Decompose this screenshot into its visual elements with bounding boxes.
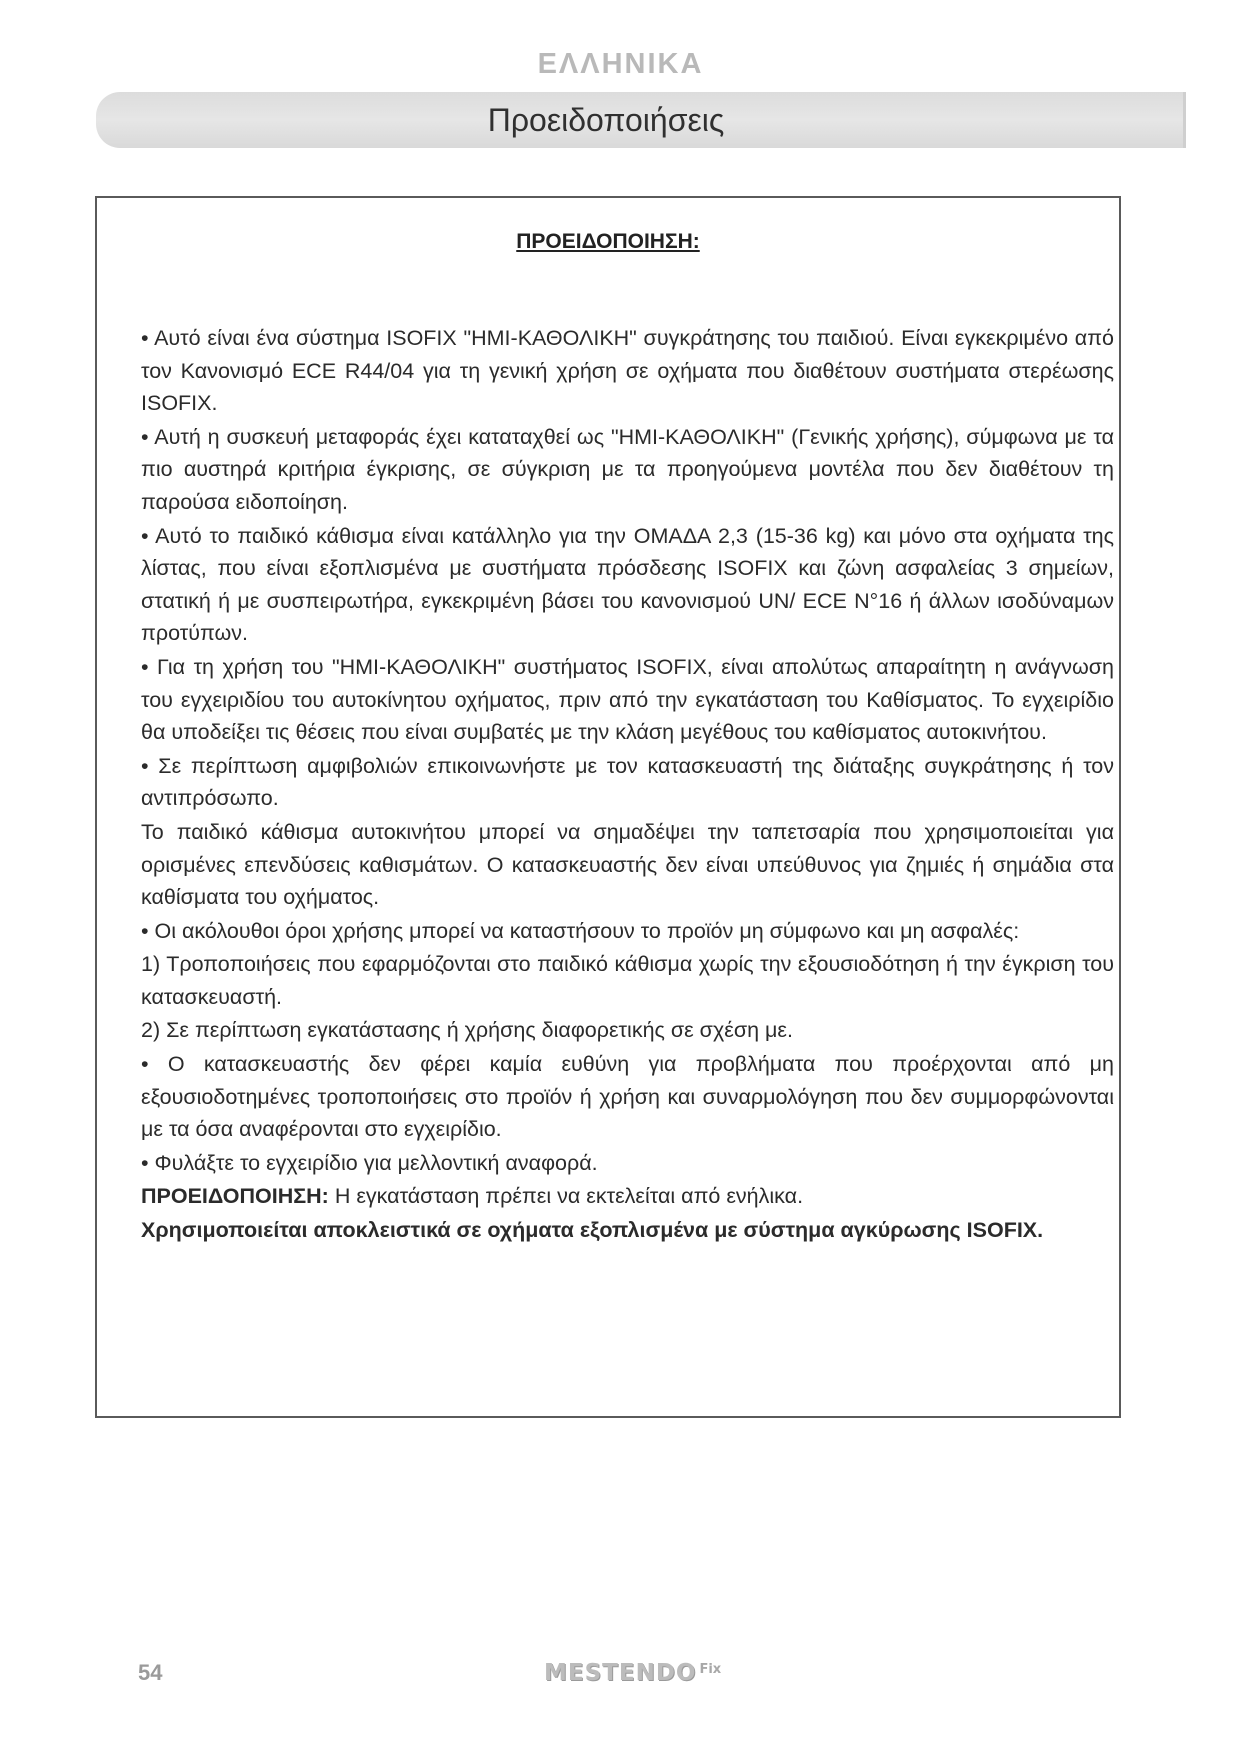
warning-paragraph: 2) Σε περίπτωση εγκατάστασης ή χρήσης διαφορετικής σε σχέση με.	[141, 1018, 793, 1043]
warning-paragraph: • Φυλάξτε το εγχειρίδιο για μελλοντική αναφορά.	[141, 1150, 598, 1175]
warning-paragraph: • Σε περίπτωση αμφιβολιών επικοινωνήστε με τον κατασκευαστή της διάταξης συγκράτησης ή τον αντιπρόσωπο.	[141, 753, 1114, 811]
warning-heading: ΠΡΟΕΙΔΟΠΟΙΗΣΗ:	[516, 230, 700, 253]
final-warning-label: ΠΡΟΕΙΔΟΠΟΙΗΣΗ:	[141, 1184, 329, 1209]
warning-box	[95, 196, 1121, 1418]
isofix-notice: Χρησιμοποιείται αποκλειστικά σε οχήματα εξοπλισμένα με σύστημα αγκύρωσης ISOFIX.	[141, 1218, 1044, 1243]
brand-logo-main: MESTENDO	[544, 1660, 697, 1686]
brand-logo-sub: Fix	[699, 1662, 722, 1677]
section-banner	[96, 92, 1186, 148]
section-title: Προειδοποιήσεις	[487, 102, 725, 138]
warning-paragraph: • Για τη χρήση του "ΗΜΙ-ΚΑΘΟΛΙΚΗ" συστήματος ISOFIX, είναι απολύτως απαραίτητη η ανάγνωση του εγχειριδίου του αυτοκίνητου οχήματος, πριν από την εγκατάσταση του Καθίσματος. Το εγχειρίδιο θα υποδείξει τις θέσεις που είναι συμβατές με την κλάση μεγέθους του καθίσματος αυτοκινήτου.	[141, 654, 1114, 745]
final-warning	[141, 1180, 1114, 1213]
page-number: 54	[138, 1660, 163, 1685]
warning-body	[141, 322, 1114, 1248]
warning-paragraph: • Οι ακόλουθοι όροι χρήσης μπορεί να καταστήσουν το προϊόν μη σύμφωνο και μη ασφαλές:	[141, 918, 1020, 943]
warning-paragraph: 1) Τροποποιήσεις που εφαρμόζονται στο παιδικό κάθισμα χωρίς την εξουσιοδότηση ή την έγκριση του κατασκευαστή.	[141, 952, 1114, 1009]
warning-paragraph: • Αυτό το παιδικό κάθισμα είναι κατάλληλο για την ΟΜΑΔΑ 2,3 (15-36 kg) και μόνο στα οχήματα της λίστας, που είναι εξοπλισμένα με συστήματα πρόσδεσης ISOFIX και ζώνη ασφαλείας 3 σημείων, στατική ή με συσπειρωτήρα, εγκεκριμένη βάσει του κανονισμού UN/ ECE N°16 ή άλλων ισοδύναμων προτύπων.	[141, 523, 1114, 646]
warning-paragraph: • Ο κατασκευαστής δεν φέρει καμία ευθύνη για προβλήματα που προέρχονται από μη εξουσιοδοτημένες τροποποιήσεις στο προϊόν ή χρήση και συναρμολόγηση που δεν συμμορφώνονται με τα όσα αναφέρονται στο εγχειρίδιο.	[141, 1052, 1114, 1142]
warning-paragraph: Το παιδικό κάθισμα αυτοκινήτου μπορεί να σημαδέψει την ταπετσαρία που χρησιμοποιείται για ορισμένες επενδύσεις καθισμάτων. Ο κατασκευαστής δεν είναι υπεύθυνος για ζημιές ή σημάδια στα καθίσματα του οχήματος.	[141, 819, 1114, 910]
warning-paragraph: • Αυτό είναι ένα σύστημα ISOFIX "ΗΜΙ-ΚΑΘΟΛΙΚΗ" συγκράτησης του παιδιού. Είναι εγκεκριμένο από τον Κανονισμό ECE R44/04 για τη γενική χρήση σε οχήματα που διαθέτουν συστήματα στερέωσης ISOFIX.	[141, 326, 1114, 416]
brand-logo	[544, 1660, 721, 1690]
warning-paragraph: • Αυτή η συσκευή μεταφοράς έχει καταταχθεί ως "ΗΜΙ-ΚΑΘΟΛΙΚΗ" (Γενικής χρήσης), σύμφωνα με τα πιο αυστηρά κριτήρια έγκρισης, σε σύγκριση με τα προηγούμενα μοντέλα που δεν διαθέτουν τη παρούσα ειδοποίηση.	[141, 424, 1114, 514]
final-warning-text: Η εγκατάσταση πρέπει να εκτελείται από ενήλικα.	[328, 1184, 804, 1209]
language-label: ΕΛΛΗΝΙΚΑ	[537, 48, 704, 80]
